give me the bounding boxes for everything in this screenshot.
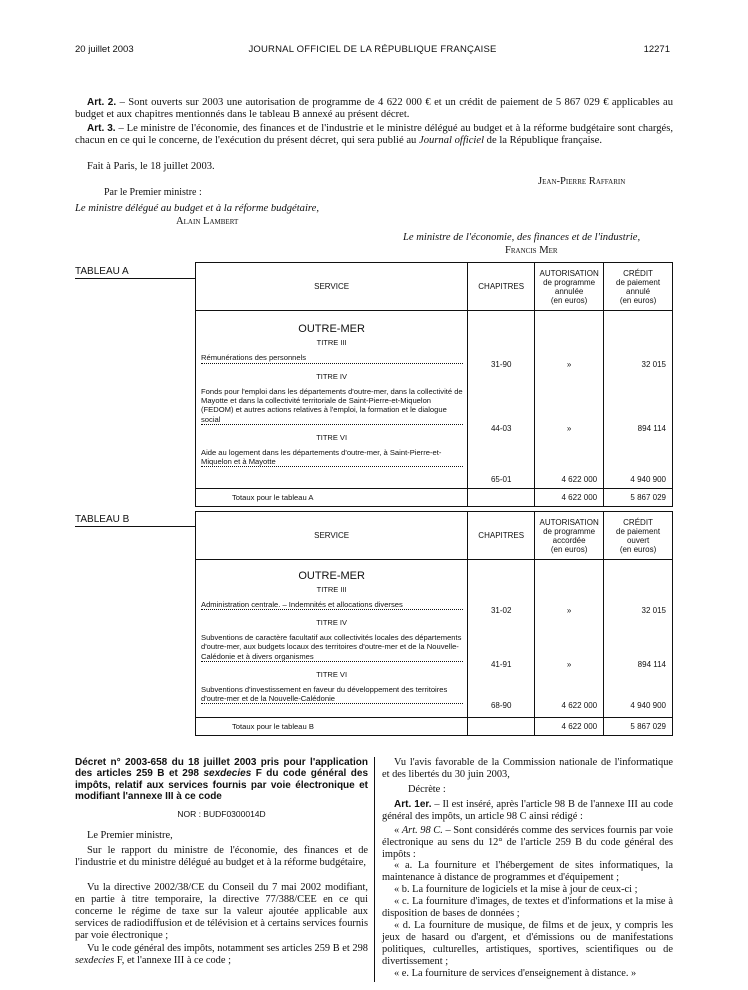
article-3 — [75, 123, 673, 147]
tableau-a-titre-6: TITRE VI — [316, 432, 348, 442]
tableau-b-total-credit: 5 867 029 — [604, 718, 673, 736]
decret-p3: Vu la directive 2002/38/CE du Conseil du 7 mai 2002 modifiant, en partie à titre temporaire, la directive 77/388/CEE en ce qui concerne le régime de taxe sur la valeur ajoutée applicable aux services de radiodiffusion et de télévision et à certains services fournis par voie électronique ; — [75, 882, 368, 942]
tableau-a-row-3-auto: 4 622 000 — [561, 475, 598, 484]
tableau-b-label: TABLEAU B — [75, 514, 130, 525]
tableau-a-total-credit: 5 867 029 — [604, 489, 673, 507]
tableau-a-row-2: Fonds pour l'emploi dans les départements d'outre-mer, dans la collectivité de Mayotte et dans la collectivité territoriale de Saint-Pierre-et-Miquelon (FEDOM) et autres actions relatives à l'emploi, la formation et le dialogue social — [201, 387, 463, 424]
decrete: Décrète : — [408, 784, 446, 795]
tableau-a-autorisation-col — [535, 311, 604, 489]
tableau-b-row-1-chap: 31-02 — [490, 606, 512, 615]
item-c: « c. La fourniture d'images, de textes et d'informations et la mise à disposition de bases de données ; — [382, 896, 673, 920]
tableau-b-row-2: Subventions de caractère facultatif aux collectivités locales des départements d'outre-mer, aux budgets locaux des territoires d'outre-mer et de la Nouvelle-Calédonie et à divers organismes — [201, 633, 462, 661]
tableau-a-label: TABLEAU A — [75, 266, 129, 277]
tableau-b-header-service: SERVICE — [196, 512, 468, 560]
tableau-b-titre-4: TITRE IV — [316, 618, 348, 628]
header-page-number: 12271 — [643, 44, 670, 55]
tableau-a-section: OUTRE-MER — [298, 323, 365, 335]
decret-p1: Le Premier ministre, — [87, 830, 173, 841]
tableau-b-titre-3: TITRE III — [316, 585, 347, 594]
right-p1: Vu l'avis favorable de la Commission nationale de l'informatique et des libertés du 30 juin 2003, — [382, 757, 673, 781]
decret-nor: NOR : BUDF0300014D — [177, 809, 266, 819]
ministre-budget-name: Alain Lambert — [176, 216, 239, 227]
tableau-a-header-chapitres: CHAPITRES — [468, 263, 535, 311]
article-3-text: – Le ministre de l'économie, des finances et de l'industrie et le ministre délégué au budget et à la réforme budgétaire sont chargés, chacun en ce qui le concerne, de l'exécution du présent décret, qui sera publié au — [75, 123, 674, 147]
tableau-a-row-3-chap: 65-01 — [490, 475, 512, 484]
tableau-a-credit-col — [604, 311, 673, 489]
tableau-a-row-2-auto: » — [566, 424, 572, 433]
ministre-economie-title: Le ministre de l'économie, des finances et de l'industrie, — [403, 232, 641, 243]
tableau-a-total-label: Totaux pour le tableau A — [196, 489, 468, 507]
journal-officiel: Journal officiel — [419, 135, 485, 147]
tableau-b — [195, 511, 673, 736]
tableau-b-total-chap — [468, 718, 535, 736]
item-a: « a. La fourniture et l'hébergement de sites informatiques, la maintenance à distance de programmes et d'équipement ; — [382, 860, 673, 884]
tableau-a-header-service: SERVICE — [196, 263, 468, 311]
tableau-b-header-autorisation: AUTORISATION de programme accordée (en euros) — [535, 512, 604, 560]
tableau-b-row-3-credit: 4 940 900 — [630, 701, 666, 710]
tableau-a-row-3-credit: 4 940 900 — [630, 475, 666, 484]
ministre-budget-title: Le ministre délégué au budget et à la réforme budgétaire, — [75, 203, 320, 214]
ministre-economie-name: Francis Mer — [505, 245, 558, 256]
tableau-b-row-1: Administration centrale. – Indemnités et allocations diverses — [201, 600, 463, 610]
tableau-a-row-1-credit: 32 015 — [641, 360, 666, 369]
tableau-b-row-1-auto: » — [566, 606, 572, 615]
tableau-b-total-label: Totaux pour le tableau B — [196, 718, 468, 736]
tableau-b-titre-6: TITRE VI — [316, 669, 348, 679]
tableau-b-row-2-credit: 894 114 — [637, 660, 666, 669]
tableau-b-row-1-credit: 32 015 — [641, 606, 666, 615]
tableau-a-rule — [75, 278, 195, 279]
tableau-a-total-chap — [468, 489, 535, 507]
article-98c: « Art. 98 C. – Sont considérés comme des services fournis par voie électronique au sens du 12° de l'article 259 B du code général des impôts : — [382, 825, 673, 861]
fait-a-paris: Fait à Paris, le 18 juillet 2003. — [87, 161, 215, 172]
tableau-a-titre-4: TITRE IV — [316, 372, 348, 381]
tableau-b-total-auto: 4 622 000 — [535, 718, 604, 736]
tableau-a-chapitres-col — [468, 311, 535, 489]
tableau-b-chapitres-col — [468, 560, 535, 718]
article-2-text: – Sont ouverts sur 2003 une autorisation de programme de 4 622 000 € et un crédit de paiement de 5 867 029 € applicables au budget et aux chapitres mentionnés dans le tableau B annexé au présent décret. — [75, 97, 673, 121]
item-b: « b. La fourniture de logiciels et la mise à jour de ceux-ci ; — [394, 884, 638, 895]
tableau-a-row-1: Rémunérations des personnels — [201, 353, 463, 364]
tableau-a-header-autorisation: AUTORISATION de programme annulée (en euros) — [535, 263, 604, 311]
decret-title: Décret n° 2003-658 du 18 juillet 2003 pris pour l'application des articles 259 B et 298 sexdecies F du code général des impôts, relatif aux services fournis par voie électronique et modifiant l'annexe III à ce code — [75, 757, 368, 803]
tableau-a-titre-3: TITRE III — [316, 338, 347, 347]
decret-p4: Vu le code général des impôts, notamment ses articles 259 B et 298 sexdecies F, et l'annexe III à ce code ; — [75, 943, 368, 967]
tableau-b-section: OUTRE-MER — [298, 570, 365, 582]
tableau-b-rule — [75, 526, 195, 527]
article-2 — [75, 97, 673, 121]
tableau-a-total-auto: 4 622 000 — [535, 489, 604, 507]
tableau-a-service-col — [196, 311, 468, 489]
tableau-b-credit-col — [604, 560, 673, 718]
page-header — [75, 44, 670, 58]
tableau-a — [195, 262, 673, 507]
tableau-b-header-credit: CRÉDIT de paiement ouvert (en euros) — [604, 512, 673, 560]
tableau-a-row-2-credit: 894 114 — [637, 424, 666, 433]
article-3-label: Art. 3. — [87, 123, 116, 134]
tableau-b-service-col — [196, 560, 468, 718]
tableau-b-row-3: Subventions d'investissement en faveur du développement des territoires d'outre-mer et de la Nouvelle-Calédonie — [201, 685, 463, 704]
tableau-b-row-3-chap: 68-90 — [490, 701, 512, 710]
tableau-b-row-2-auto: » — [566, 660, 572, 669]
article-1: Art. 1er. – Il est inséré, après l'article 98 B de l'annexe III au code général des impôts, un article 98 C ainsi rédigé : — [382, 799, 673, 823]
item-e: « e. La fourniture de services d'enseignement à distance. » — [394, 968, 637, 979]
tableau-a-row-3: Aide au logement dans les départements d'outre-mer, à Saint-Pierre-et-Miquelon et à Mayotte — [201, 448, 463, 467]
tableau-b-autorisation-col — [535, 560, 604, 718]
column-divider — [374, 757, 375, 982]
tableau-a-row-2-chap: 44-03 — [490, 424, 512, 433]
article-3-text-end: de la République française. — [484, 135, 602, 147]
tableau-a-row-1-auto: » — [566, 360, 572, 369]
tableau-b-row-2-chap: 41-91 — [490, 660, 512, 669]
tableau-a-row-1-chap: 31-90 — [490, 360, 512, 369]
tableau-b-row-3-auto: 4 622 000 — [561, 701, 598, 710]
signature-premier-ministre: Jean-Pierre Raffarin — [538, 176, 626, 187]
par-premier-ministre: Par le Premier ministre : — [104, 187, 202, 198]
item-d: « d. La fourniture de musique, de films et de jeux, y compris les jeux de hasard ou d'argent, et d'émissions ou de manifestations politiques, culturelles, artistiques, sportives, scientifiques ou de divertissement ; — [382, 920, 673, 968]
header-title: JOURNAL OFFICIEL DE LA RÉPUBLIQUE FRANÇAISE — [248, 44, 497, 55]
tableau-b-header-chapitres: CHAPITRES — [468, 512, 535, 560]
header-date: 20 juillet 2003 — [75, 44, 134, 55]
decret-p2: Sur le rapport du ministre de l'économie, des finances et de l'industrie et du ministre délégué au budget et à la réforme budgétaire, — [75, 845, 368, 869]
tableau-a-header-credit: CRÉDIT de paiement annulé (en euros) — [604, 263, 673, 311]
article-2-label: Art. 2. — [87, 97, 117, 108]
